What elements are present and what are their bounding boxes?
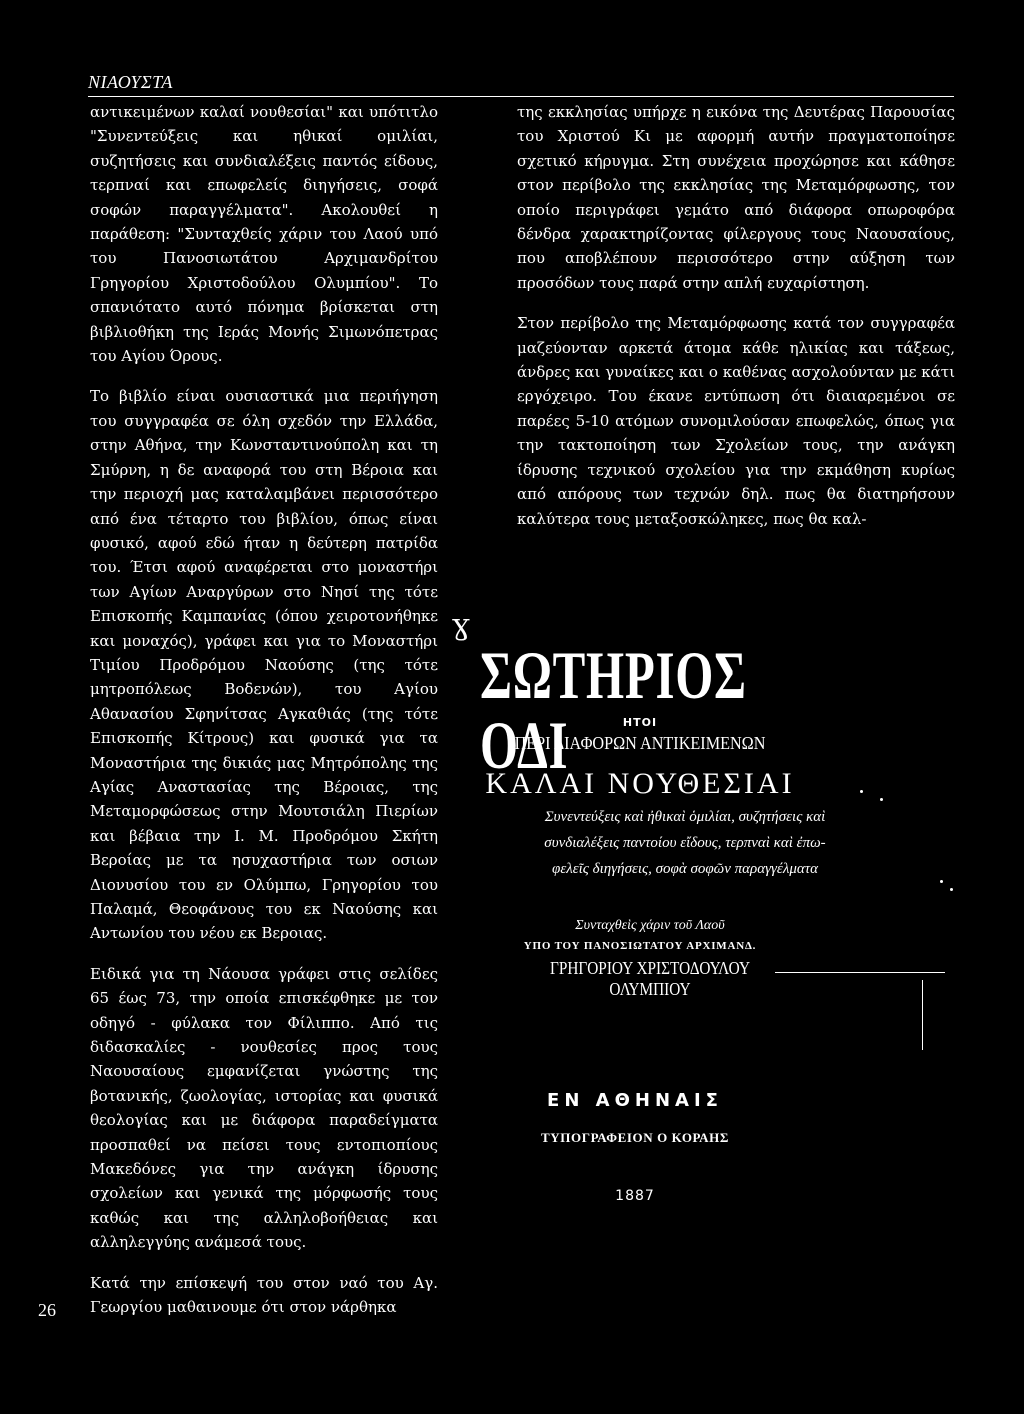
left-paragraph-1: αντικειμένων καλαί νουθεσίαι" και υπότιτλο "Συνεντεύξεις και ηθικαί ομιλίαι, συζητήσεις και συνδιαλέξεις παντός είδους, τερπναί και επωφελείς διηγήσεις, σοφά σοφών παραγγέλματα". Ακολουθεί η παράθεση: "Συνταχθείς χάριν του Λαού υπό του Πανοσιωτάτου Αρχιμανδρίτου Γρηγορίου Χριστοδούλου Ολυμπίου". Το σπανιότατο αυτό πόνημα βρίσκεται στη βιβλιοθήκη της Ιεράς Μονής Σιμωνόπετρας του Αγίου Όρους.	[90, 103, 438, 366]
right-paragraph-1: της εκκλησίας υπήρχε η εικόνα της Δευτέρας Παρουσίας του Χριστού Κι με αφορμή αυτήν πραγματοποίησε σχετικό κήρυγμα. Στη συνέχεια προχώρησε και κάθησε στον περίβολο της εκκλησίας της Μεταμόρφωσης, τον οποίο περιγράφει γεμάτο από διάφορα οπωροφόρα δένδρα χαρακτηρίζοντας φίλεργους τους Ναουσαίους, που αποβλέπουν περισσότερο στην αύξηση των προσόδων τους παρά στην απλή ευχαρίστηση.	[517, 103, 955, 292]
title-page-year: 1887	[615, 1188, 655, 1204]
left-paragraph-2: Το βιβλίο είναι ουσιαστικά μια περιήγηση του συγγραφέα σε όλη σχεδόν την Ελλάδα, στην Αθήνα, την Κωνσταντινούπολη και τη Σμύρνη, η δε αναφορά του στη Βέροια και την περιοχή μας καταλαμβάνει περισσότερο από ένα τέταρτο του βιβλίου, όπως είναι φυσικό, αφού εδώ ήταν η δεύτερη πατρίδα του. Έτσι αφού αναφέρεται στο μοναστήρι των Αγίων Αναργύρων στο Νησί της τότε Επισκοπής Καμπανίας (όπου χειροτονήθηκε και μοναχός), γράφει και για το Μοναστήρι Τιμίου Προδρόμου Ναούσης (της τότε μητροπόλεως Βοδενών), του Αγίου Αθανασίου Σφηνίτσας Αγκαθιάς (της τότε Επισκοπής Κίτρους) και φυσικά για τα Μοναστήρια της δικιάς μας Μητρόπολης της Αγίας Αναστασίας της Βέροιας, της Μεταμορφώσεως στην Μουτσιάλη Πιερίων και βέβαια την Ι. Μ. Προδρόμου Σκήτη Βεροίας με τα ησυχαστήρια των οσιων Διονυσίου του εν Ολύμπω, Γρηγορίου του Παλαμά, Θεοφάνους του εκ Ναούσης και Αντωνίου του νέου εκ Βεροιας.	[90, 387, 438, 943]
title-page-subtitle	[480, 804, 890, 882]
margin-mark: Ɣ	[452, 615, 471, 645]
title-page-typography: ΤΥΠΟΓΡΑΦΕΙΟΝ Ο ΚΟΡΑΗΣ	[541, 1130, 729, 1145]
title-page-rule	[775, 972, 945, 973]
book-title-page-image	[470, 620, 990, 1340]
right-paragraph-2: Στον περίβολο της Μεταμόρφωσης κατά τον συγγραφέα μαζεύονταν αρκετά άτομα κάθε ηλικίας και τάξεως, άνδρες και γυναίκες και ο καθένας ασχολούνταν με κάτι εργόχειρο. Του έκανε εντύπωση ότι διαιαρεμένοι σε παρέες 5-10 ατόμων συνομιλούσαν επωφελώς, όπως για την τακτοποίηση των Σχολείων τους, την ανάγκη ίδρυσης τεχνικού σχολείου για την εκμάθηση κυρίως από απόρους των τεχνών δηλ. πως θα διατηρήσουν καλύτερα τους μεταξοσκώληκες, πως θα καλ-	[517, 314, 955, 528]
speck	[860, 790, 863, 793]
subtitle-line-2: συνδιαλέξεις παντοίου εἴδους, τερπναὶ καὶ ἐπω-	[544, 835, 826, 851]
left-paragraph-3: Ειδικά για τη Νάουσα γράφει στις σελίδες 65 έως 73, την οποία επισκέφθηκε με τον οδηγό - φύλακα τον Φίλιππο. Από τις διδασκαλίες - νουθεσίες προς τους Ναουσαίους εμφανίζεται γνώστης της βοτανικής, ζωολογίας, ιστορίας και φυσικά θεολογίας και με διάφορα παραδείγματα προσπαθεί να πείσει τους εντοπιοπίους Μακεδόνες για την ανάγκη ίδρυσης σχολείων και γενικά της μόρφωσής τους καθώς και της αλληλοβοήθειας και αλληλεγγύης ανάμεσά τους.	[90, 964, 438, 1252]
header-rule	[88, 96, 954, 97]
title-page-kalai: ΚΑΛΑΙ ΝΟΥΘΕΣΙΑΙ	[485, 767, 795, 800]
left-column	[90, 100, 438, 1336]
page-header-title: ΝΙΑΟΥΣΤΑ	[88, 72, 173, 92]
subtitle-line-3: φελεῖς διηγήσεις, σοφὰ σοφῶν παραγγέλματα	[552, 861, 818, 877]
title-page-author-name: ΣΩΤΗΡΙΟΣ ΟΔΙ	[480, 637, 747, 783]
speck	[880, 798, 883, 801]
title-page-syntax: Συνταχθεὶς χάριν τοῦ Λαοῦ	[575, 918, 725, 933]
title-page-hypo: ΥΠΟ ΤΟΥ ΠΑΝΟΣΙΩΤΑΤΟΥ ΑΡΧΙΜΑΝΔ.	[523, 940, 757, 952]
speck	[940, 880, 943, 883]
title-page-athinais: ΕΝ ΑΘΗΝΑΙΣ	[547, 1090, 723, 1111]
title-page-peri: ΠΕΡΙ ΔΙΑΦΟΡΩΝ ΑΝΤΙΚΕΙΜΕΝΩΝ	[514, 733, 766, 753]
page-number: 26	[38, 1300, 56, 1320]
left-paragraph-4: Κατά την επίσκεψή του στον ναό του Αγ. Γεωργίου μαθαινουμε ότι στον νάρθηκα	[90, 1273, 438, 1317]
subtitle-line-1: Συνεντεύξεις καὶ ἠθικαὶ ὁμιλίαι, συζητήσεις καὶ	[544, 809, 826, 825]
title-page-gregoriou: ΓΡΗΓΟΡΙΟΥ ΧΡΙΣΤΟΔΟΥΛΟΥ ΟΛΥΜΠΙΟΥ	[550, 958, 750, 999]
speck	[950, 888, 953, 891]
title-page-vertical-bar	[922, 980, 923, 1050]
right-column	[517, 100, 955, 547]
title-page-itoi: ΗΤΟΙ	[622, 716, 658, 729]
